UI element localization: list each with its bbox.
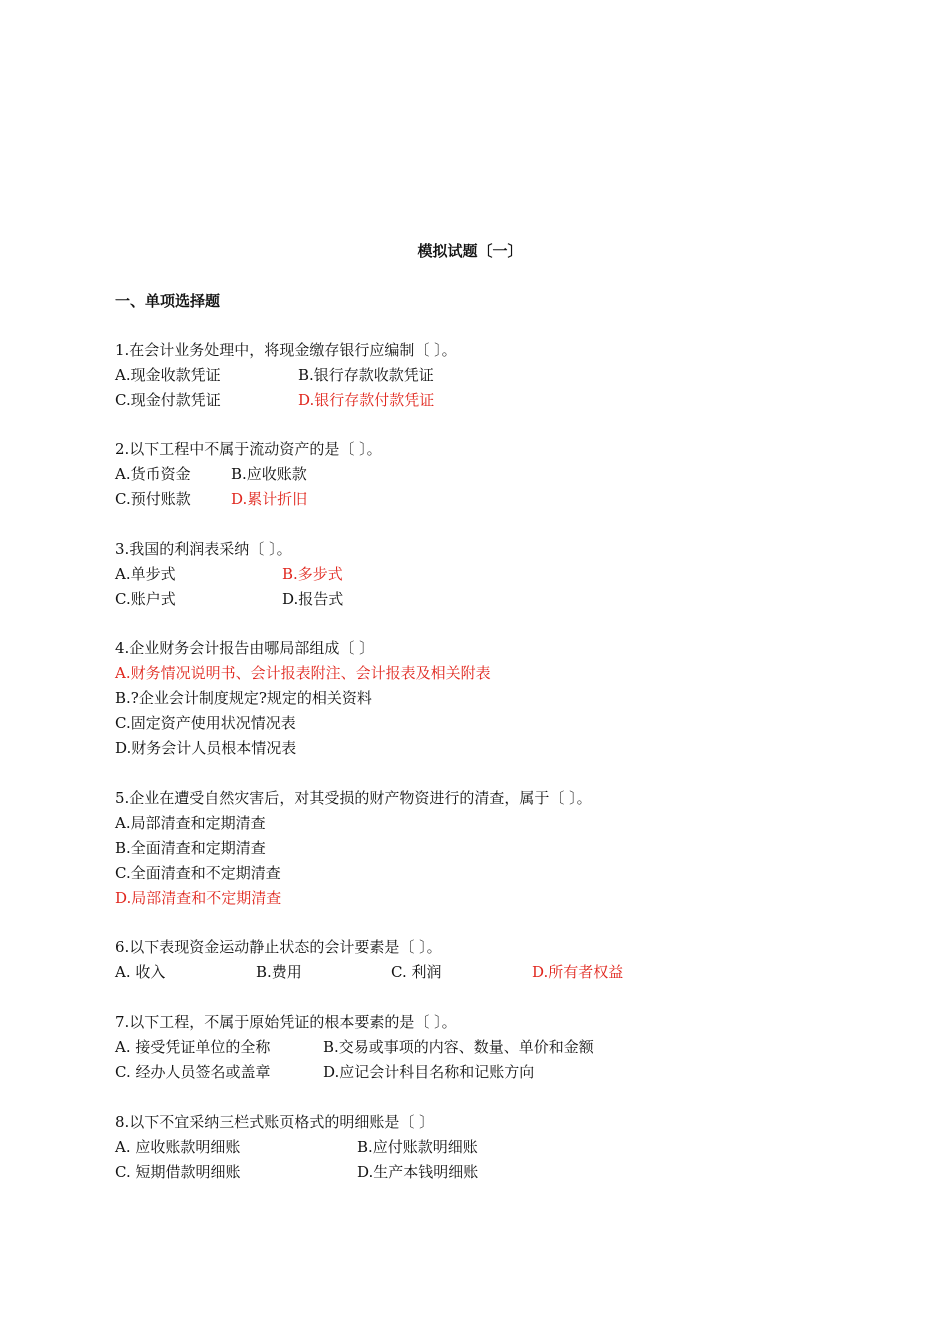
question-1-option-a: A.现金收款凭证 <box>115 366 221 384</box>
question-7-option-b: B.交易或事项的内容、数量、单价和金额 <box>323 1038 594 1056</box>
question-7-option-c: C. 经办人员签名或盖章 <box>115 1063 271 1081</box>
question-1-stem: 1.在会计业务处理中，将现金缴存银行应编制〔 〕。 <box>115 341 457 359</box>
question-6-option-d-answer: D.所有者权益 <box>532 963 624 981</box>
page-title: 模拟试题〔一〕 <box>417 242 523 260</box>
question-5-stem: 5.企业在遭受自然灾害后，对其受损的财产物资进行的清查，属于〔 〕。 <box>115 789 592 807</box>
question-1-option-d-answer: D.银行存款付款凭证 <box>298 391 435 409</box>
question-3-stem: 3.我国的利润表采纳〔 〕。 <box>115 540 292 558</box>
question-2-option-a: A.货币资金 <box>115 465 191 483</box>
question-6-option-b: B.费用 <box>256 963 302 981</box>
question-3-option-d: D.报告式 <box>282 590 344 608</box>
question-3-option-b-answer: B.多步式 <box>282 565 343 583</box>
question-3-option-c: C.账户式 <box>115 590 176 608</box>
question-6-stem: 6.以下表现资金运动静止状态的会计要素是〔 〕。 <box>115 938 442 956</box>
question-5-option-d-answer: D.局部清查和不定期清查 <box>115 889 282 907</box>
question-8-option-d: D.生产本钱明细账 <box>357 1163 479 1181</box>
question-7-option-d: D.应记会计科目名称和记账方向 <box>323 1063 535 1081</box>
question-6-option-c: C. 利润 <box>391 963 442 981</box>
question-2-stem: 2.以下工程中不属于流动资产的是〔 〕。 <box>115 440 382 458</box>
question-4-stem: 4.企业财务会计报告由哪局部组成〔 〕 <box>115 639 375 657</box>
question-2-option-d-answer: D.累计折旧 <box>231 490 308 508</box>
question-6-option-a: A. 收入 <box>115 963 166 981</box>
question-8-stem: 8.以下不宜采纳三栏式账页格式的明细账是〔 〕 <box>115 1113 435 1131</box>
question-2-option-c: C.预付账款 <box>115 490 191 508</box>
question-1-option-b: B.银行存款收款凭证 <box>298 366 434 384</box>
question-8-option-c: C. 短期借款明细账 <box>115 1163 241 1181</box>
question-5-option-c: C.全面清查和不定期清查 <box>115 864 281 882</box>
question-8-option-b: B.应付账款明细账 <box>357 1138 478 1156</box>
question-5-option-a: A.局部清查和定期清查 <box>115 814 266 832</box>
question-2-option-b: B.应收账款 <box>231 465 307 483</box>
question-5-option-b: B.全面清查和定期清查 <box>115 839 266 857</box>
question-7-stem: 7.以下工程，不属于原始凭证的根本要素的是〔 〕。 <box>115 1013 457 1031</box>
question-3-option-a: A.单步式 <box>115 565 176 583</box>
question-7-option-a: A. 接受凭证单位的全称 <box>115 1038 271 1056</box>
question-4-option-b: B.?企业会计制度规定?规定的相关资料 <box>115 689 372 707</box>
question-4-option-a-answer: A.财务情况说明书、会计报表附注、会计报表及相关附表 <box>115 664 491 682</box>
section-heading: 一、单项选择题 <box>115 292 221 310</box>
question-4-option-d: D.财务会计人员根本情况表 <box>115 739 297 757</box>
question-4-option-c: C.固定资产使用状况情况表 <box>115 714 296 732</box>
question-1-option-c: C.现金付款凭证 <box>115 391 221 409</box>
question-8-option-a: A. 应收账款明细账 <box>115 1138 241 1156</box>
